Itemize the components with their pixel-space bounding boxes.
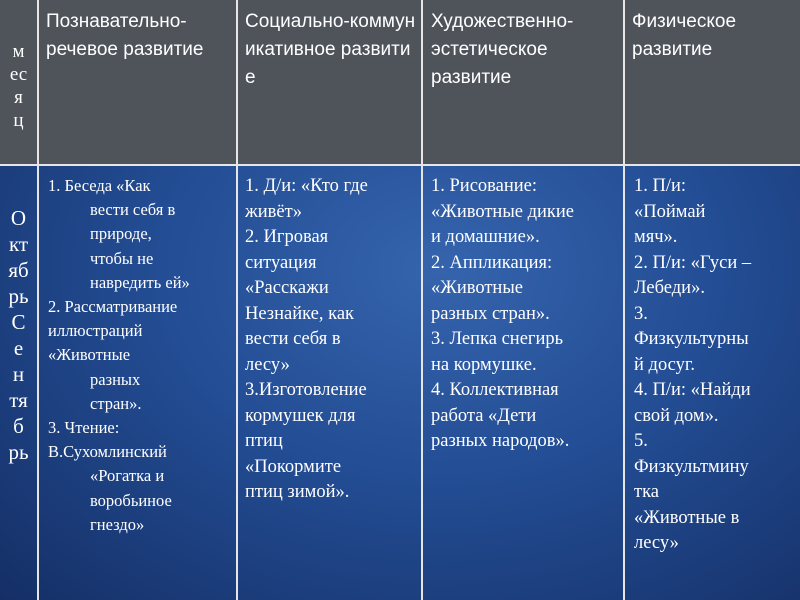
header-social: Социально-коммуникативное развитие xyxy=(245,11,416,88)
cognitive-line: разных xyxy=(90,369,141,389)
cognitive-line: чтобы не xyxy=(90,248,154,268)
header-cognitive: Познавательно-речевое развитие xyxy=(46,11,204,60)
cognitive-line: гнездо» xyxy=(90,514,145,534)
cognitive-line: иллюстраций xyxy=(48,321,143,341)
cognitive-line: стран». xyxy=(90,393,142,413)
social-cell: 1. Д/и: «Кто где живёт» 2. Игровая ситуация «Расскажи Незнайке, как вести себя в лесу» 3.Изготовление кормушек для птиц «Покормите птиц зимой». xyxy=(245,176,368,502)
cognitive-line: 1. Беседа «Как xyxy=(48,176,151,195)
cognitive-line: В.Сухомлинский xyxy=(48,442,167,462)
cognitive-line: вести себя в xyxy=(90,200,176,220)
header-month: м ес я ц xyxy=(9,41,28,131)
physical-cell: 1. П/и: «Поймай мяч». 2. П/и: «Гуси – Лебеди». 3. Физкультурны й досуг. 4. П/и: «Найди свой дом». 5. Физкультмину тка «Животные в лесу» xyxy=(634,176,752,553)
cognitive-line: навредить ей» xyxy=(90,272,190,292)
cognitive-line: «Животные xyxy=(48,345,131,365)
header-artistic: Художественно-эстетическое развитие xyxy=(431,11,574,88)
cognitive-line: 3. Чтение: xyxy=(48,418,120,438)
header-physical: Физическое развитие xyxy=(632,11,737,60)
cognitive-cell xyxy=(48,174,234,537)
cognitive-line: природе, xyxy=(90,224,152,244)
month-cell: О кт яб рь С е н тя б рь xyxy=(8,206,29,464)
cognitive-line: «Рогатка и xyxy=(90,466,165,486)
cognitive-line: 2. Рассматривание xyxy=(48,297,178,317)
artistic-cell: 1. Рисование: «Животные дикие и домашние». 2. Аппликация: «Животные разных стран». 3. Лепка снегирь на кормушке. 4. Коллективная работа «Дети разных народов». xyxy=(431,176,575,451)
cognitive-line: воробьиное xyxy=(90,490,172,510)
